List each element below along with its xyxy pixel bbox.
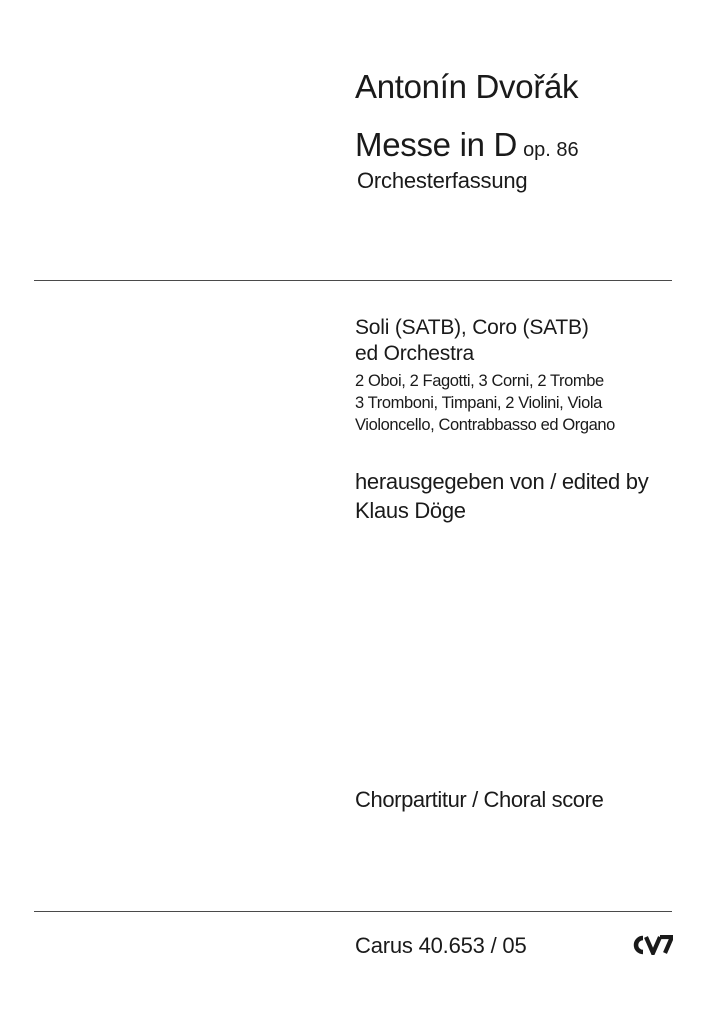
voices-line-1: Soli (SATB), Coro (SATB) [355, 316, 589, 339]
composer-name: Antonín Dvořák [355, 68, 579, 105]
editor-name: Klaus Döge [355, 498, 466, 523]
instrumentation-line: Violoncello, Contrabbasso ed Organo [355, 416, 615, 434]
version-label: Orchesterfassung [357, 168, 528, 193]
voices-line-2: ed Orchestra [355, 342, 474, 365]
catalog-number: Carus 40.653 / 05 [355, 933, 527, 958]
top-divider [34, 280, 672, 281]
opus-number: op. 86 [523, 139, 579, 161]
work-title-text: Messe in D [355, 126, 518, 163]
bottom-divider [34, 911, 672, 912]
work-title [355, 128, 579, 161]
edited-by-label: herausgegeben von / edited by [355, 469, 649, 494]
instrumentation-line: 3 Tromboni, Timpani, 2 Violini, Viola [355, 394, 602, 412]
instrumentation-line: 2 Oboi, 2 Fagotti, 3 Corni, 2 Trombe [355, 372, 604, 390]
score-type-label: Chorpartitur / Choral score [355, 787, 604, 812]
carus-logo-icon [633, 935, 673, 955]
